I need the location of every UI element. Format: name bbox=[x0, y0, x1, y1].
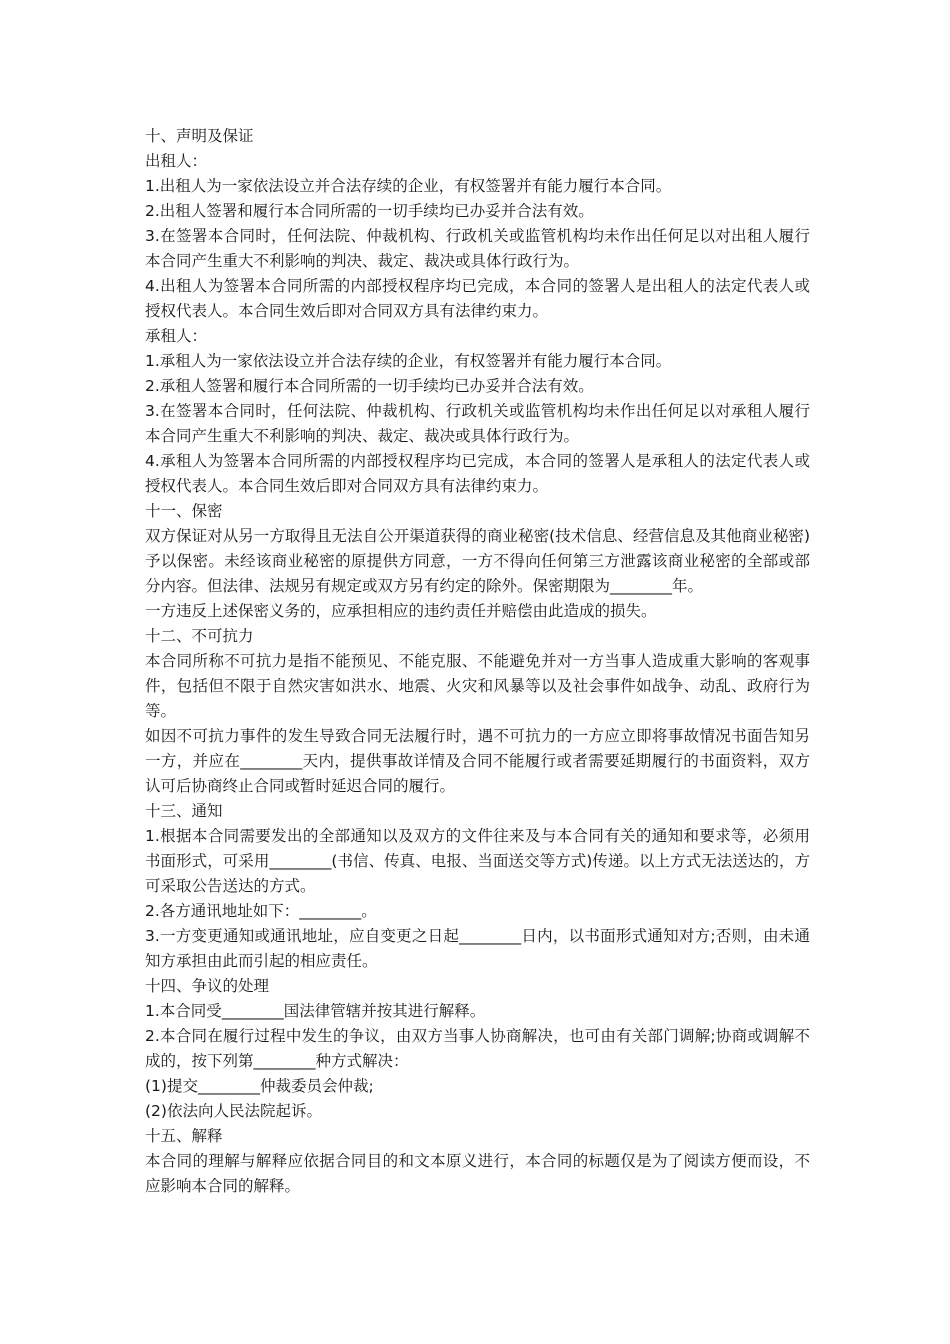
section-heading: 十五、解释 bbox=[145, 1127, 223, 1145]
subheading: 出租人： bbox=[145, 152, 208, 170]
clause: 一方违反上述保密义务的，应承担相应的违约责任并赔偿由此造成的损失。 bbox=[145, 602, 657, 620]
clause: 3.在签署本合同时，任何法院、仲裁机构、行政机关或监管机构均未作出任何足以对承租人履行本合同产生重大不利影响的判决、裁定、裁决或具体行政行为。 bbox=[145, 402, 810, 445]
document-body bbox=[145, 124, 810, 1199]
clause: 1.出租人为一家依法设立并合法存续的企业，有权签署并有能力履行本合同。 bbox=[145, 177, 672, 195]
section-heading: 十三、通知 bbox=[145, 802, 223, 820]
clause: 2.出租人签署和履行本合同所需的一切手续均已办妥并合法有效。 bbox=[145, 202, 594, 220]
clause: 1.根据本合同需要发出的全部通知以及双方的文件往来及与本合同有关的通知和要求等，必须用书面形式，可采用________(书信、传真、电报、当面送交等方式)传递。以上方式无法送达的，方可采取公告送达的方式。 bbox=[145, 827, 810, 895]
section-heading: 十一、保密 bbox=[145, 502, 223, 520]
clause: (1)提交________仲裁委员会仲裁; bbox=[145, 1077, 374, 1095]
clause: 3.一方变更通知或通讯地址，应自变更之日起________日内，以书面形式通知对方;否则，由未通知方承担由此而引起的相应责任。 bbox=[145, 927, 810, 970]
clause: 如因不可抗力事件的发生导致合同无法履行时，遇不可抗力的一方应立即将事故情况书面告知另一方，并应在________天内，提供事故详情及合同不能履行或者需要延期履行的书面资料，双方认可后协商终止合同或暂时延迟合同的履行。 bbox=[145, 727, 810, 795]
clause: 1.承租人为一家依法设立并合法存续的企业，有权签署并有能力履行本合同。 bbox=[145, 352, 672, 370]
clause: 2.承租人签署和履行本合同所需的一切手续均已办妥并合法有效。 bbox=[145, 377, 594, 395]
clause: 4.承租人为签署本合同所需的内部授权程序均已完成，本合同的签署人是承租人的法定代表人或授权代表人。本合同生效后即对合同双方具有法律约束力。 bbox=[145, 452, 810, 495]
clause: 4.出租人为签署本合同所需的内部授权程序均已完成，本合同的签署人是出租人的法定代表人或授权代表人。本合同生效后即对合同双方具有法律约束力。 bbox=[145, 277, 810, 320]
clause: 2.本合同在履行过程中发生的争议，由双方当事人协商解决，也可由有关部门调解;协商或调解不成的，按下列第________种方式解决： bbox=[145, 1027, 810, 1070]
clause: 本合同的理解与解释应依据合同目的和文本原义进行，本合同的标题仅是为了阅读方便而设，不应影响本合同的解释。 bbox=[145, 1152, 810, 1195]
clause: 3.在签署本合同时，任何法院、仲裁机构、行政机关或监管机构均未作出任何足以对出租人履行本合同产生重大不利影响的判决、裁定、裁决或具体行政行为。 bbox=[145, 227, 810, 270]
clause: 2.各方通讯地址如下：________。 bbox=[145, 902, 377, 920]
clause: 1.本合同受________国法律管辖并按其进行解释。 bbox=[145, 1002, 486, 1020]
section-heading: 十四、争议的处理 bbox=[145, 977, 270, 995]
section-heading: 十二、不可抗力 bbox=[145, 627, 254, 645]
clause: 本合同所称不可抗力是指不能预见、不能克服、不能避免并对一方当事人造成重大影响的客观事件，包括但不限于自然灾害如洪水、地震、火灾和风暴等以及社会事件如战争、动乱、政府行为等。 bbox=[145, 652, 810, 720]
clause: (2)依法向人民法院起诉。 bbox=[145, 1102, 322, 1120]
clause: 双方保证对从另一方取得且无法自公开渠道获得的商业秘密(技术信息、经营信息及其他商业秘密)予以保密。未经该商业秘密的原提供方同意，一方不得向任何第三方泄露该商业秘密的全部或部分内容。但法律、法规另有规定或双方另有约定的除外。保密期限为________年。 bbox=[145, 527, 810, 595]
subheading: 承租人： bbox=[145, 327, 208, 345]
section-heading: 十、声明及保证 bbox=[145, 127, 254, 145]
